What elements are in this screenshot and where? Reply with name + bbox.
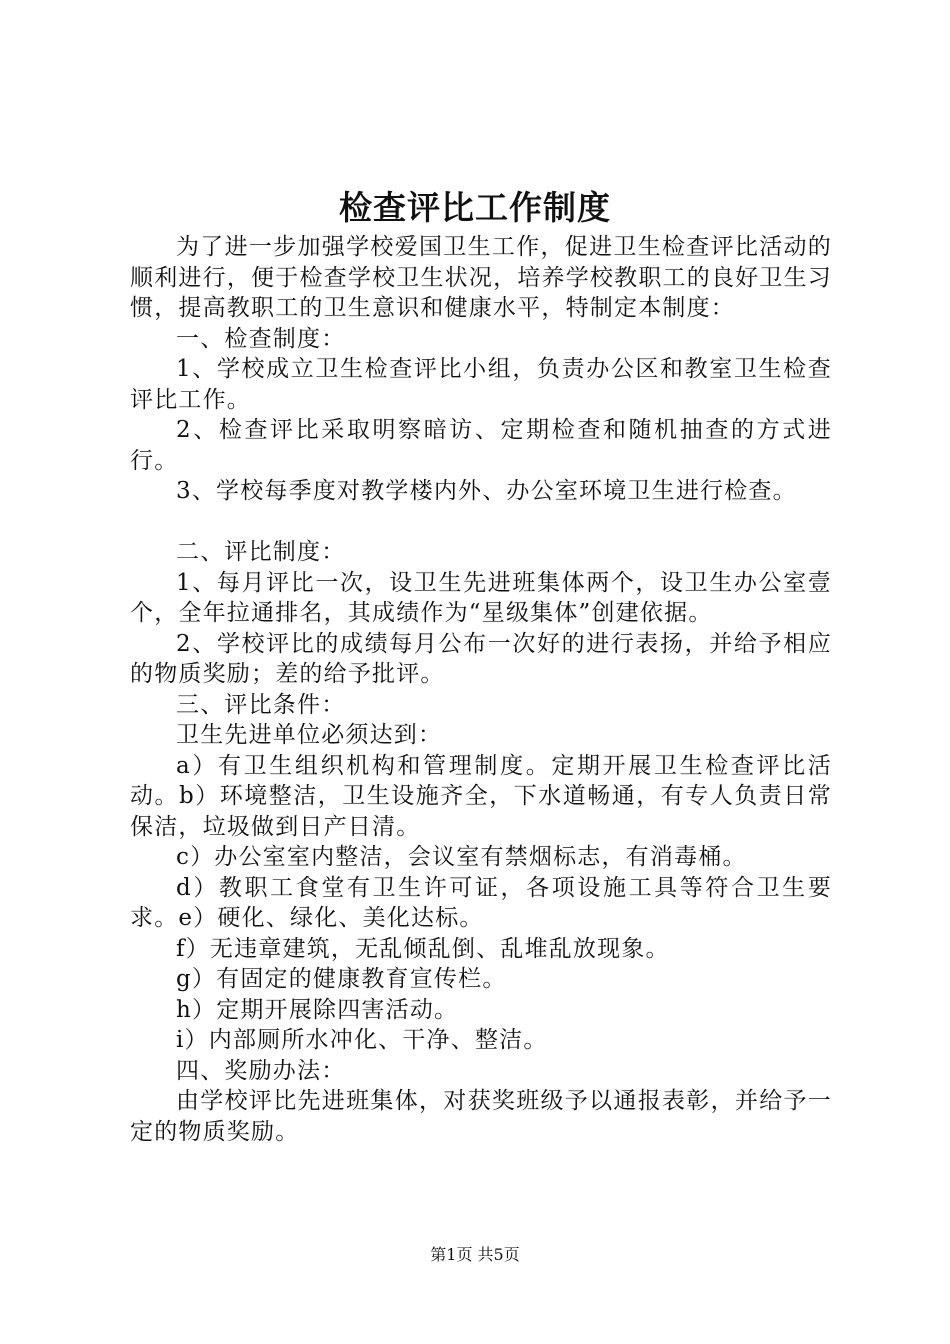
intro-paragraph: 为了进一步加强学校爱国卫生工作，促进卫生检查评比活动的顺利进行，便于检查学校卫生状况，培养学校教职工的良好卫生习惯，提高教职工的卫生意识和健康水平，特制定本制度： (130, 234, 832, 321)
list-item: d）教职工食堂有卫生许可证，各项设施工具等符合卫生要求。e）硬化、绿化、美化达标。 (130, 874, 832, 931)
paragraph: 3、学校每季度对教学楼内外、办公室环境卫生进行检查。 (176, 478, 797, 504)
page-footer: 第1页 共5页 (430, 1245, 520, 1264)
paragraph: 由学校评比先进班集体，对获奖班级予以通报表彰，并给予一定的物质奖励。 (130, 1088, 832, 1145)
paragraph: 2、检查评比采取明察暗访、定期检查和随机抽查的方式进行。 (130, 417, 832, 474)
list-item: h）定期开展除四害活动。 (176, 996, 459, 1023)
section-heading-evaluation: 二、评比制度： (176, 539, 346, 565)
paragraph: 2、学校评比的成绩每月公布一次好的进行表扬，并给予相应的物质奖励；差的给予批评。 (130, 630, 832, 687)
list-item: a）有卫生组织机构和管理制度。定期开展卫生检查评比活动。b）环境整洁，卫生设施齐全，下水道畅通，有专人负责日常保洁，垃圾做到日产日清。 (130, 752, 832, 840)
paragraph: 1、每月评比一次，设卫生先进班集体两个，设卫生办公室壹个，全年拉通排名，其成绩作为“星级集体”创建依据。 (130, 569, 832, 626)
blank-line (130, 507, 832, 538)
list-item: f）无违章建筑，无乱倾乱倒、乱堆乱放现象。 (176, 935, 670, 962)
list-item: c）办公室室内整洁，会议室有禁烟标志，有消毒桶。 (176, 844, 747, 870)
paragraph: 1、学校成立卫生检查评比小组，负责办公区和教室卫生检查评比工作。 (130, 356, 832, 413)
section-heading-conditions: 三、评比条件： (176, 691, 346, 718)
section-heading-rewards: 四、奖励办法： (176, 1057, 346, 1084)
document-title: 检查评比工作制度 (339, 188, 611, 227)
list-item: i）内部厕所水冲化、干净、整洁。 (176, 1027, 548, 1053)
section-heading-inspection: 一、检查制度： (176, 325, 346, 352)
document-body (130, 232, 832, 1147)
list-item: g）有固定的健康教育宣传栏。 (176, 966, 507, 992)
paragraph: 卫生先进单位必须达到： (176, 722, 443, 748)
